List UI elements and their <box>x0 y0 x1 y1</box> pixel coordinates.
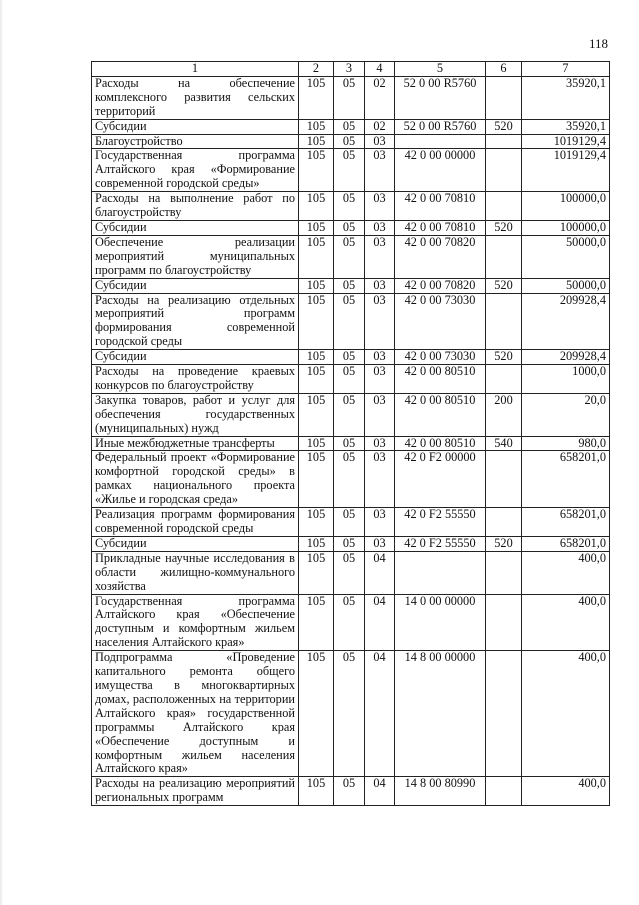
section-cell: 05 <box>334 365 365 394</box>
budget-table <box>91 61 610 806</box>
row-name-cell: Расходы на выполнение работ по благоустройству <box>92 192 299 221</box>
table-row <box>92 508 610 537</box>
admin-code-cell: 105 <box>299 293 334 350</box>
admin-code-cell: 105 <box>299 149 334 192</box>
row-name-cell: Расходы на обеспечение комплексного развития сельских территорий <box>92 76 299 119</box>
amount-cell: 980,0 <box>522 436 610 451</box>
row-name-cell: Расходы на реализацию отдельных мероприятий программ формирования современной городской среды <box>92 293 299 350</box>
table-row <box>92 536 610 551</box>
expense-type-cell <box>486 651 522 777</box>
target-article-cell: 42 0 00 80510 <box>395 365 486 394</box>
row-name-cell: Субсидии <box>92 220 299 235</box>
row-name-cell: Субсидии <box>92 278 299 293</box>
section-cell: 05 <box>334 350 365 365</box>
scan-left-edge <box>0 0 3 905</box>
expense-type-cell <box>486 192 522 221</box>
row-name-cell: Расходы на проведение краевых конкурсов по благоустройству <box>92 365 299 394</box>
admin-code-cell: 105 <box>299 134 334 149</box>
amount-cell: 658201,0 <box>522 536 610 551</box>
subsection-cell: 03 <box>365 220 395 235</box>
amount-cell: 35920,1 <box>522 119 610 134</box>
subsection-cell: 03 <box>365 436 395 451</box>
target-article-cell: 42 0 00 73030 <box>395 293 486 350</box>
table-header-row <box>92 62 610 77</box>
column-header: 3 <box>334 62 365 77</box>
expense-type-cell <box>486 235 522 278</box>
subsection-cell: 03 <box>365 350 395 365</box>
row-name-cell: Прикладные научные исследования в области жилищно-коммунального хозяйства <box>92 551 299 594</box>
admin-code-cell: 105 <box>299 651 334 777</box>
column-header: 2 <box>299 62 334 77</box>
subsection-cell: 03 <box>365 393 395 436</box>
section-cell: 05 <box>334 119 365 134</box>
table-row <box>92 235 610 278</box>
admin-code-cell: 105 <box>299 777 334 806</box>
section-cell: 05 <box>334 134 365 149</box>
admin-code-cell: 105 <box>299 235 334 278</box>
amount-cell: 35920,1 <box>522 76 610 119</box>
admin-code-cell: 105 <box>299 536 334 551</box>
expense-type-cell: 520 <box>486 220 522 235</box>
target-article-cell: 52 0 00 R5760 <box>395 76 486 119</box>
amount-cell: 400,0 <box>522 551 610 594</box>
row-name-cell: Государственная программа Алтайского края «Формирование современной городской среды» <box>92 149 299 192</box>
target-article-cell: 14 8 00 00000 <box>395 651 486 777</box>
target-article-cell <box>395 551 486 594</box>
page-number: 118 <box>588 36 608 51</box>
subsection-cell: 03 <box>365 235 395 278</box>
amount-cell: 50000,0 <box>522 235 610 278</box>
expense-type-cell: 520 <box>486 536 522 551</box>
admin-code-cell: 105 <box>299 594 334 651</box>
section-cell: 05 <box>334 436 365 451</box>
expense-type-cell: 520 <box>486 119 522 134</box>
target-article-cell: 14 8 00 80990 <box>395 777 486 806</box>
amount-cell: 100000,0 <box>522 220 610 235</box>
table-row <box>92 293 610 350</box>
section-cell: 05 <box>334 551 365 594</box>
expense-type-cell: 540 <box>486 436 522 451</box>
subsection-cell: 02 <box>365 76 395 119</box>
target-article-cell: 42 0 00 70810 <box>395 192 486 221</box>
expense-type-cell <box>486 134 522 149</box>
table-row <box>92 651 610 777</box>
expense-type-cell <box>486 551 522 594</box>
target-article-cell: 42 0 00 73030 <box>395 350 486 365</box>
row-name-cell: Субсидии <box>92 350 299 365</box>
expense-type-cell <box>486 594 522 651</box>
subsection-cell: 03 <box>365 365 395 394</box>
table-row <box>92 149 610 192</box>
column-header: 5 <box>395 62 486 77</box>
target-article-cell: 42 0 F2 55550 <box>395 508 486 537</box>
row-name-cell: Государственная программа Алтайского края «Обеспечение доступным и комфортным жильем населения Алтайского края» <box>92 594 299 651</box>
target-article-cell: 52 0 00 R5760 <box>395 119 486 134</box>
expense-type-cell <box>486 777 522 806</box>
amount-cell: 20,0 <box>522 393 610 436</box>
amount-cell: 209928,4 <box>522 350 610 365</box>
expense-type-cell <box>486 293 522 350</box>
amount-cell: 658201,0 <box>522 508 610 537</box>
subsection-cell: 03 <box>365 508 395 537</box>
target-article-cell: 42 0 00 70820 <box>395 235 486 278</box>
section-cell: 05 <box>334 220 365 235</box>
admin-code-cell: 105 <box>299 393 334 436</box>
subsection-cell: 03 <box>365 451 395 508</box>
table-row <box>92 119 610 134</box>
section-cell: 05 <box>334 777 365 806</box>
subsection-cell: 03 <box>365 149 395 192</box>
admin-code-cell: 105 <box>299 192 334 221</box>
expense-type-cell <box>486 365 522 394</box>
target-article-cell: 42 0 00 70810 <box>395 220 486 235</box>
column-header: 1 <box>92 62 299 77</box>
subsection-cell: 03 <box>365 536 395 551</box>
table-row <box>92 551 610 594</box>
table-row <box>92 350 610 365</box>
section-cell: 05 <box>334 508 365 537</box>
target-article-cell: 14 0 00 00000 <box>395 594 486 651</box>
section-cell: 05 <box>334 651 365 777</box>
row-name-cell: Обеспечение реализации мероприятий муниципальных программ по благоустройству <box>92 235 299 278</box>
section-cell: 05 <box>334 278 365 293</box>
subsection-cell: 04 <box>365 594 395 651</box>
section-cell: 05 <box>334 293 365 350</box>
subsection-cell: 03 <box>365 293 395 350</box>
subsection-cell: 04 <box>365 551 395 594</box>
section-cell: 05 <box>334 149 365 192</box>
amount-cell: 50000,0 <box>522 278 610 293</box>
table-row <box>92 365 610 394</box>
row-name-cell: Субсидии <box>92 119 299 134</box>
admin-code-cell: 105 <box>299 508 334 537</box>
table-row <box>92 278 610 293</box>
section-cell: 05 <box>334 235 365 278</box>
admin-code-cell: 105 <box>299 551 334 594</box>
subsection-cell: 04 <box>365 777 395 806</box>
admin-code-cell: 105 <box>299 278 334 293</box>
subsection-cell: 03 <box>365 278 395 293</box>
section-cell: 05 <box>334 192 365 221</box>
column-header: 7 <box>522 62 610 77</box>
target-article-cell: 42 0 F2 00000 <box>395 451 486 508</box>
expense-type-cell <box>486 76 522 119</box>
row-name-cell: Субсидии <box>92 536 299 551</box>
admin-code-cell: 105 <box>299 350 334 365</box>
admin-code-cell: 105 <box>299 119 334 134</box>
row-name-cell: Федеральный проект «Формирование комфортной городской среды» в рамках национального проекта «Жилье и городская среда» <box>92 451 299 508</box>
subsection-cell: 02 <box>365 119 395 134</box>
amount-cell: 1019129,4 <box>522 149 610 192</box>
expense-type-cell <box>486 451 522 508</box>
table-row <box>92 451 610 508</box>
amount-cell: 400,0 <box>522 594 610 651</box>
target-article-cell: 42 0 00 70820 <box>395 278 486 293</box>
section-cell: 05 <box>334 536 365 551</box>
section-cell: 05 <box>334 594 365 651</box>
amount-cell: 1000,0 <box>522 365 610 394</box>
table-row <box>92 436 610 451</box>
table-row <box>92 134 610 149</box>
admin-code-cell: 105 <box>299 220 334 235</box>
row-name-cell: Благоустройство <box>92 134 299 149</box>
target-article-cell: 42 0 00 00000 <box>395 149 486 192</box>
target-article-cell <box>395 134 486 149</box>
section-cell: 05 <box>334 393 365 436</box>
table-row <box>92 393 610 436</box>
amount-cell: 400,0 <box>522 777 610 806</box>
subsection-cell: 03 <box>365 134 395 149</box>
table-body <box>92 76 610 805</box>
row-name-cell: Расходы на реализацию мероприятий региональных программ <box>92 777 299 806</box>
admin-code-cell: 105 <box>299 436 334 451</box>
table-row <box>92 220 610 235</box>
admin-code-cell: 105 <box>299 365 334 394</box>
amount-cell: 209928,4 <box>522 293 610 350</box>
subsection-cell: 03 <box>365 192 395 221</box>
row-name-cell: Закупка товаров, работ и услуг для обеспечения государственных (муниципальных) нужд <box>92 393 299 436</box>
section-cell: 05 <box>334 451 365 508</box>
expense-type-cell: 520 <box>486 278 522 293</box>
section-cell: 05 <box>334 76 365 119</box>
admin-code-cell: 105 <box>299 76 334 119</box>
table-row <box>92 76 610 119</box>
table-row <box>92 594 610 651</box>
row-name-cell: Подпрограмма «Проведение капитального ремонта общего имущества в многоквартирных домах, расположенных на территории Алтайского края» государственной программы Алтайского края «Обеспечение доступным и комфортным жильем населения Алтайского края» <box>92 651 299 777</box>
column-header: 6 <box>486 62 522 77</box>
expense-type-cell <box>486 149 522 192</box>
admin-code-cell: 105 <box>299 451 334 508</box>
amount-cell: 400,0 <box>522 651 610 777</box>
amount-cell: 100000,0 <box>522 192 610 221</box>
expense-type-cell: 200 <box>486 393 522 436</box>
target-article-cell: 42 0 00 80510 <box>395 436 486 451</box>
amount-cell: 1019129,4 <box>522 134 610 149</box>
amount-cell: 658201,0 <box>522 451 610 508</box>
target-article-cell: 42 0 F2 55550 <box>395 536 486 551</box>
column-header: 4 <box>365 62 395 77</box>
row-name-cell: Иные межбюджетные трансферты <box>92 436 299 451</box>
expense-type-cell: 520 <box>486 350 522 365</box>
subsection-cell: 04 <box>365 651 395 777</box>
row-name-cell: Реализация программ формирования современной городской среды <box>92 508 299 537</box>
target-article-cell: 42 0 00 80510 <box>395 393 486 436</box>
table-row <box>92 192 610 221</box>
expense-type-cell <box>486 508 522 537</box>
table-row <box>92 777 610 806</box>
